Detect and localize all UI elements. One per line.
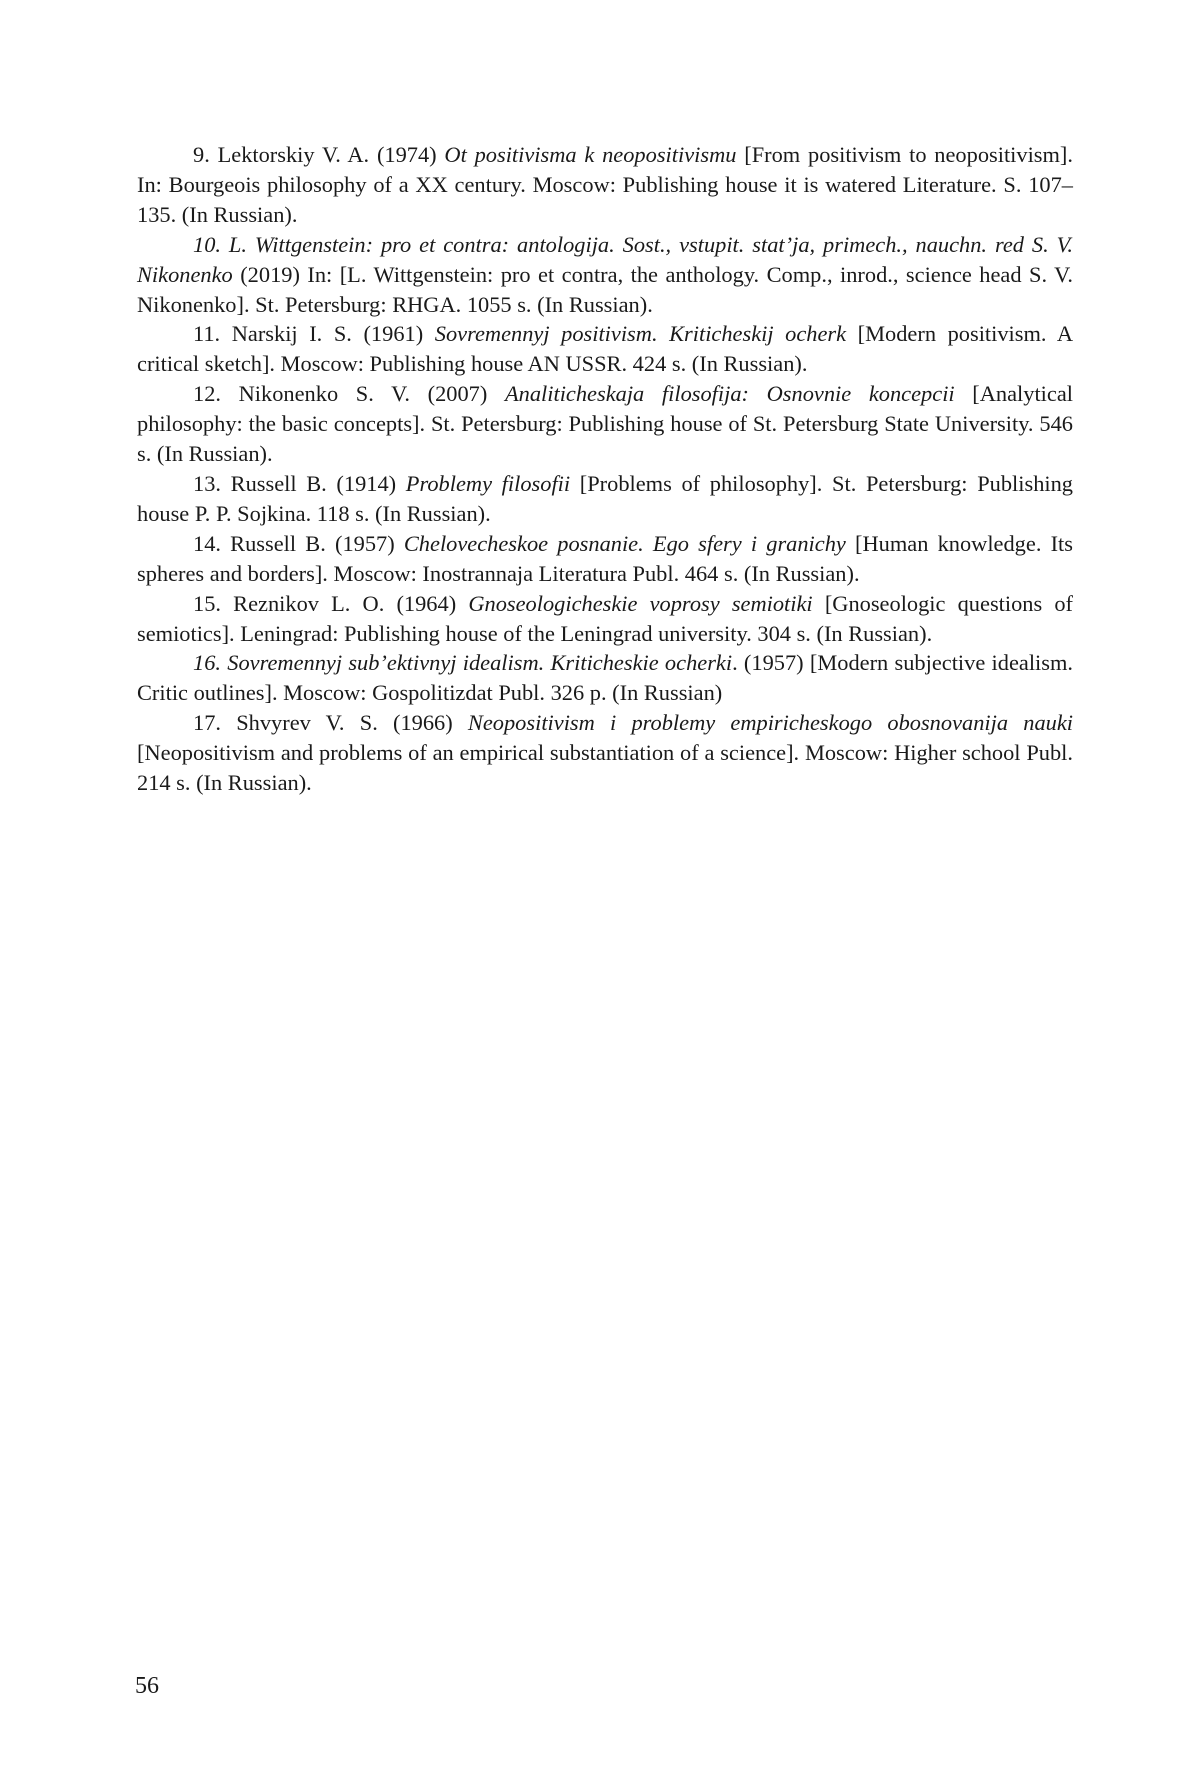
- reference-list: [137, 140, 1073, 798]
- reference-author: 14. Russell B. (1957): [193, 531, 404, 556]
- reference-author: 13. Russell B. (1914): [193, 471, 406, 496]
- page-number: 56: [135, 1671, 159, 1701]
- reference-item: [137, 648, 1073, 708]
- reference-item: [137, 529, 1073, 589]
- reference-author: 9. Lektorskiy V. A. (1974): [193, 142, 444, 167]
- reference-details: [Analytical philosophy: the basic concepts]. St. Petersburg: Publishing house of St. Petersburg State University. 546 s. (In Russian).: [137, 381, 1073, 466]
- reference-title: Sovremennyj positivism. Kriticheskij ocherk: [435, 321, 846, 346]
- reference-title: Analiticheskaja filosofija: Osnovnie koncepcii: [505, 381, 955, 406]
- reference-title: 16. Sovremennyj sub’ektivnyj idealism. Kriticheskie ocherki: [193, 650, 732, 675]
- reference-title: Chelovecheskoe posnanie. Ego sfery i granichy: [404, 531, 846, 556]
- reference-author: 12. Nikonenko S. V. (2007): [193, 381, 505, 406]
- reference-item: [137, 379, 1073, 469]
- reference-details: . (1957) [Modern subjective idealism. Critic outlines]. Moscow: Gospolitizdat Publ. 326 p. (In Russian): [137, 650, 1073, 705]
- reference-author: 17. Shvyrev V. S. (1966): [193, 710, 468, 735]
- reference-title: Gnoseologicheskie voprosy semiotiki: [468, 591, 812, 616]
- reference-details: [Human knowledge. Its spheres and borders]. Moscow: Inostrannaja Literatura Publ. 464 s. (In Russian).: [137, 531, 1073, 586]
- reference-details: [Gnoseologic questions of semiotics]. Leningrad: Publishing house of the Leningrad university. 304 s. (In Russian).: [137, 591, 1073, 646]
- reference-item: [137, 319, 1073, 379]
- reference-author: 11. Narskij I. S. (1961): [193, 321, 435, 346]
- reference-item: [137, 589, 1073, 649]
- reference-item: [137, 469, 1073, 529]
- reference-details: [From positivism to neopositivism]. In: Bourgeois philosophy of a XX century. Moscow: Publishing house it is watered Literature. S. 107–135. (In Russian).: [137, 142, 1073, 227]
- reference-details: (2019) In: [L. Wittgenstein: pro et contra, the anthology. Comp., inrod., science head S. V. Nikonenko]. St. Petersburg: RHGA. 1055 s. (In Russian).: [137, 262, 1073, 317]
- reference-title: 10. L. Wittgenstein: pro et contra: antologija. Sost., vstupit. stat’ja, primech., nauchn. red S. V. Nikonenko: [137, 232, 1073, 287]
- reference-title: Problemy filosofii: [406, 471, 570, 496]
- reference-item: [137, 140, 1073, 230]
- reference-title: Ot positivisma k neopositivismu: [444, 142, 736, 167]
- reference-details: [Neopositivism and problems of an empirical substantiation of a science]. Moscow: Higher school Publ. 214 s. (In Russian).: [137, 740, 1073, 795]
- reference-details: [Problems of philosophy]. St. Petersburg: Publishing house P. P. Sojkina. 118 s. (In Russian).: [137, 471, 1073, 526]
- reference-author: 15. Reznikov L. O. (1964): [193, 591, 468, 616]
- reference-item: [137, 230, 1073, 320]
- reference-title: Neopositivism i problemy empiricheskogo obosnovanija nauki: [468, 710, 1073, 735]
- reference-item: [137, 708, 1073, 798]
- reference-details: [Modern positivism. A critical sketch]. Moscow: Publishing house AN USSR. 424 s. (In Russian).: [137, 321, 1073, 376]
